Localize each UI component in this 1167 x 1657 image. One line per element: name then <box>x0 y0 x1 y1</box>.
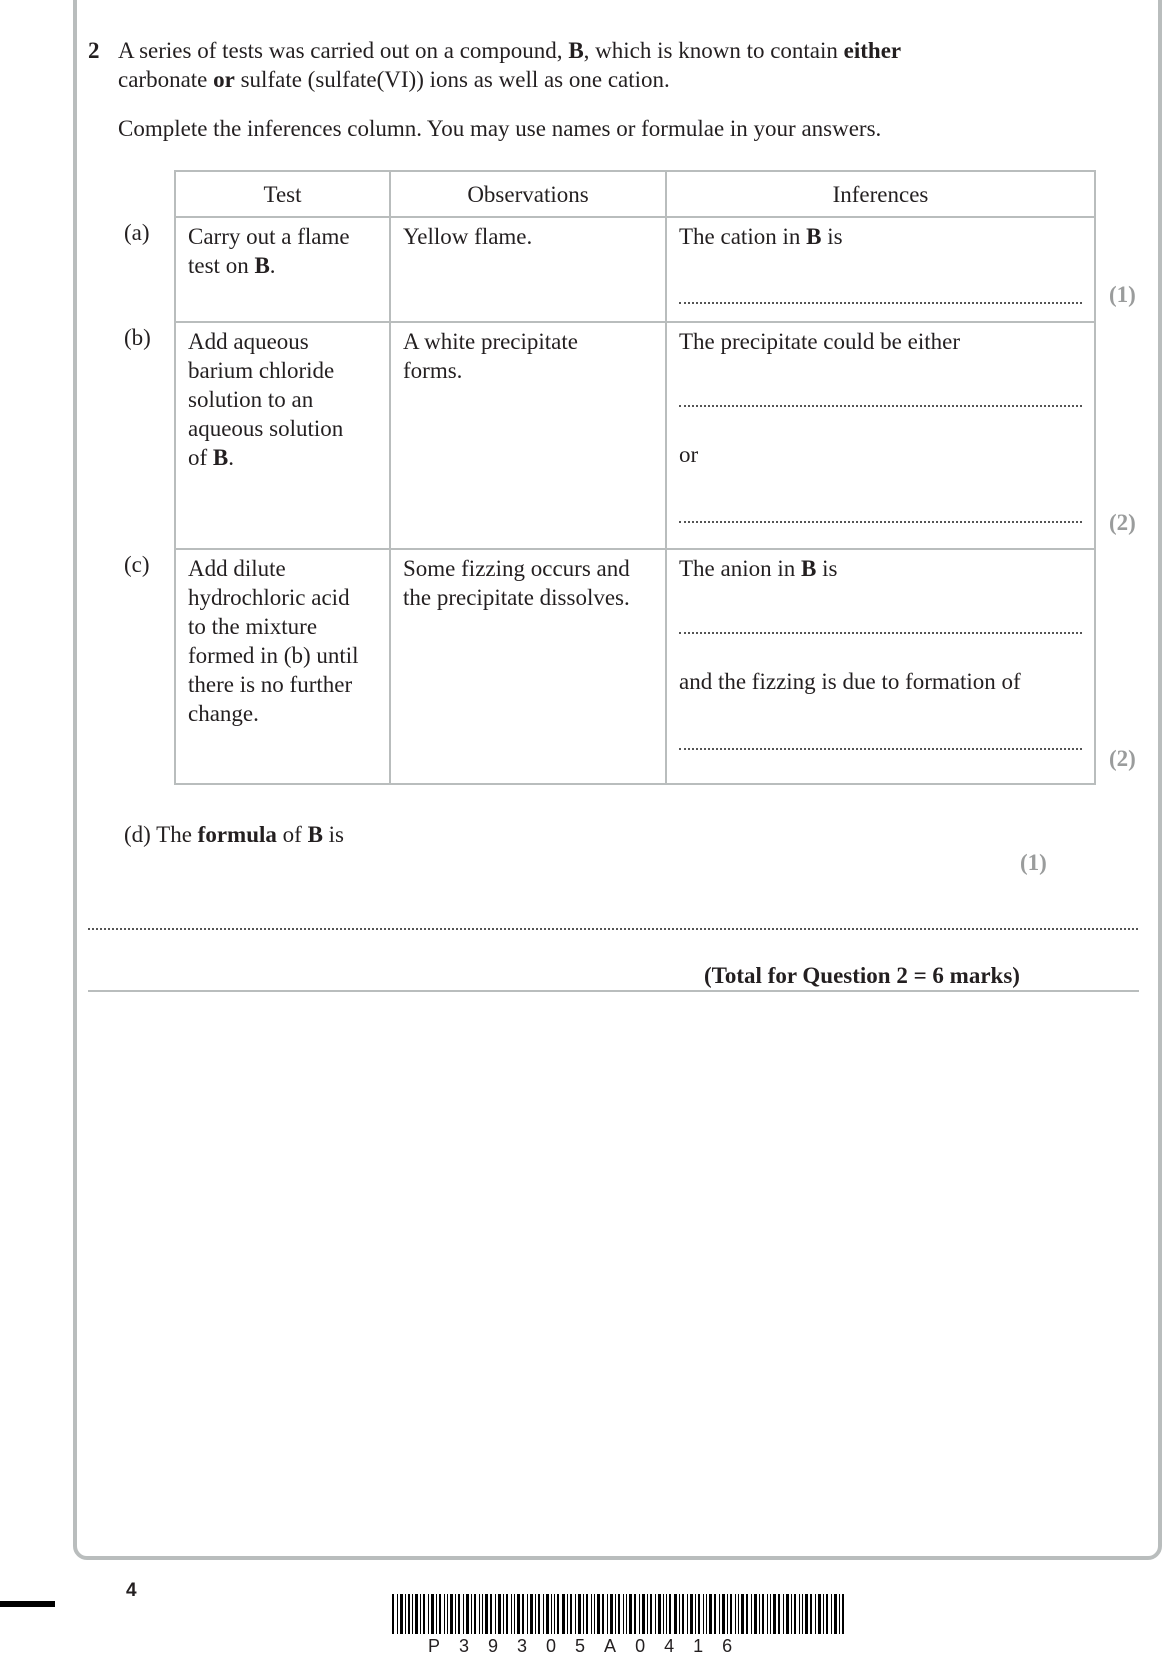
test-cell-c <box>175 549 390 784</box>
test-cell-a <box>175 217 390 322</box>
inference-bold-b: B <box>806 224 822 249</box>
test-bold-b: B <box>254 253 270 278</box>
question-intro-line-2 <box>118 65 670 94</box>
observation-line: Yellow flame. <box>403 224 533 249</box>
header-observations: Observations <box>390 171 666 217</box>
answer-line-b1[interactable] <box>679 405 1082 407</box>
test-line <box>188 443 377 472</box>
test-cell-b <box>175 322 390 549</box>
intro-text: carbonate <box>118 67 214 92</box>
inference-text: The cation in <box>679 224 807 249</box>
total-divider <box>88 990 1139 992</box>
answer-line-c1[interactable] <box>679 632 1082 634</box>
test-line <box>188 251 377 280</box>
test-line: change. <box>188 701 259 726</box>
observation-cell-a <box>390 217 666 322</box>
inference-text: The anion in <box>679 556 801 581</box>
row-label-a: (a) <box>124 220 150 245</box>
mark-c: (2) <box>1109 746 1136 771</box>
inference-line <box>679 554 1082 583</box>
total-marks: (Total for Question 2 = 6 marks) <box>704 963 1020 988</box>
intro-bold-or: or <box>213 67 235 92</box>
intro-text: sulfate (sulfate(VI)) ions as well as one cation. <box>234 67 670 92</box>
inference-fizzing: and the fizzing is due to formation of <box>679 669 1021 694</box>
observation-cell-c <box>390 549 666 784</box>
barcode-number: P39305A0416 <box>428 1636 752 1656</box>
part-d-bold-b: B <box>307 822 323 847</box>
test-line: barium chloride <box>188 358 335 383</box>
part-d-text: (d) The <box>124 822 198 847</box>
inference-line <box>679 222 1082 251</box>
observation-line: the precipitate dissolves. <box>403 585 630 610</box>
table-row-b <box>175 322 1095 549</box>
test-text: test on <box>188 253 255 278</box>
inference-cell-b <box>666 322 1095 549</box>
answer-line-b2[interactable] <box>679 521 1082 523</box>
intro-bold-b: B <box>568 38 584 63</box>
mark-b: (2) <box>1109 510 1136 535</box>
observation-line: A white precipitate <box>403 329 578 354</box>
test-line: hydrochloric acid <box>188 585 350 610</box>
row-label-c: (c) <box>124 552 150 577</box>
test-line: Add aqueous <box>188 329 309 354</box>
test-line: formed in (b) until <box>188 643 359 668</box>
row-label-b: (b) <box>124 325 151 350</box>
question-number: 2 <box>88 38 100 63</box>
test-line: Carry out a flame <box>188 224 350 249</box>
header-inferences: Inferences <box>666 171 1095 217</box>
question-intro-line-1 <box>118 36 901 65</box>
part-d-prompt <box>124 820 344 849</box>
test-line: aqueous solution <box>188 416 344 441</box>
observation-cell-b <box>390 322 666 549</box>
test-line: Add dilute <box>188 556 286 581</box>
margin-bar <box>0 1601 55 1607</box>
tests-table <box>174 170 1096 785</box>
page-number: 4 <box>126 1580 137 1601</box>
answer-line-a[interactable] <box>679 302 1082 304</box>
test-bold-b: B <box>212 445 229 470</box>
intro-text: , which is known to contain <box>583 38 844 63</box>
test-end: . <box>228 445 235 470</box>
test-line: to the mixture <box>188 614 318 639</box>
observation-line: Some fizzing occurs and <box>403 556 630 581</box>
test-line: there is no further <box>188 672 353 697</box>
inference-or: or <box>679 442 699 467</box>
test-text: of <box>188 445 213 470</box>
header-test: Test <box>175 171 390 217</box>
table-header-row <box>175 171 1095 217</box>
test-line: solution to an <box>188 387 314 412</box>
part-d-text: is <box>322 822 344 847</box>
inference-text: is <box>816 556 838 581</box>
part-d-text: of <box>276 822 308 847</box>
mark-a: (1) <box>1109 282 1136 307</box>
intro-text: A series of tests was carried out on a compound, <box>118 38 569 63</box>
inference-cell-a <box>666 217 1095 322</box>
intro-bold-either: either <box>843 38 902 63</box>
table-row-c <box>175 549 1095 784</box>
test-end: . <box>269 253 276 278</box>
inference-text: is <box>821 224 843 249</box>
inference-line: The precipitate could be either <box>679 329 960 354</box>
barcode-image <box>392 1594 844 1640</box>
inference-cell-c <box>666 549 1095 784</box>
answer-line-d[interactable] <box>88 928 1138 930</box>
instruction-text: Complete the inferences column. You may use names or formulae in your answers. <box>118 116 882 141</box>
answer-line-c2[interactable] <box>679 748 1082 750</box>
observation-line: forms. <box>403 358 463 383</box>
part-d-bold-formula: formula <box>197 822 277 847</box>
inference-bold-b: B <box>801 556 817 581</box>
table-row-a <box>175 217 1095 322</box>
mark-d: (1) <box>1020 850 1047 875</box>
